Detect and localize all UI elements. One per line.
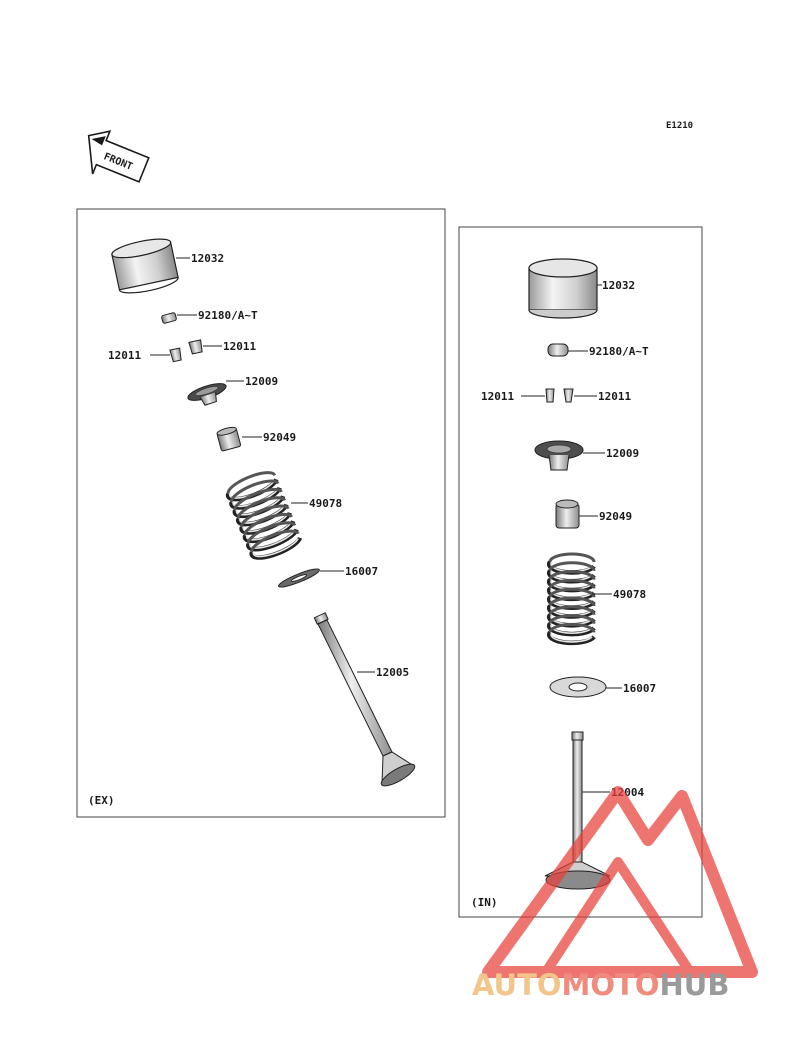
in-tappet-part [529,259,597,318]
ex-part-16007-label: 16007 [345,565,379,578]
ex-keeper-right-part [189,340,203,354]
in-spring-part [549,554,594,643]
in-part-16007-label: 16007 [623,682,657,695]
in-part-12011-right-label: 12011 [598,390,632,403]
ex-tappet-part [110,235,179,296]
in-keeper-left-part [546,389,554,402]
ex-part-12032-label: 12032 [191,252,225,265]
ex-valve-part [314,613,417,790]
ex-part-92049-label: 92049 [263,431,297,444]
ex-part-49078-label: 49078 [309,497,343,510]
ex-part-12009-label: 12009 [245,375,279,388]
ex-part-92180-label: 92180/A~T [198,309,258,322]
ex-panel-label: (EX) [88,794,115,807]
watermark-text [472,968,729,1002]
ex-spring-part [224,468,302,563]
watermark-auto: AUTO [472,968,562,1002]
in-part-12004-label: 12004 [611,786,645,799]
in-part-92049-label: 92049 [599,510,633,523]
in-shim-part [548,344,568,356]
ex-stem-seal-part [216,426,241,451]
ex-part-12005-label: 12005 [376,666,410,679]
in-part-49078-label: 49078 [613,588,647,601]
front-label: FRONT [101,151,134,173]
in-panel-label: (IN) [471,896,498,909]
in-stem-seal-part [556,500,579,528]
in-part-12009-label: 12009 [606,447,640,460]
in-spring-seat-part [550,677,606,697]
ex-part-12011-left-label: 12011 [108,349,142,362]
watermark-logo-icon [488,792,752,972]
in-part-12011-left-label: 12011 [481,390,515,403]
in-part-92180-label: 92180/A~T [589,345,649,358]
in-part-12032-label: 12032 [602,279,636,292]
watermark-hub: HUB [659,968,730,1002]
in-keeper-right-part [564,389,573,402]
watermark-moto: MOTO [561,968,660,1002]
ex-shim-part [161,312,177,323]
ex-keeper-left-part [170,348,182,362]
ex-retainer-part [186,380,230,409]
diagram-code: E1210 [666,121,694,131]
ex-spring-seat-part [277,566,321,590]
ex-part-12011-right-label: 12011 [223,340,257,353]
front-arrow-icon [76,125,153,192]
in-retainer-part [535,441,583,470]
